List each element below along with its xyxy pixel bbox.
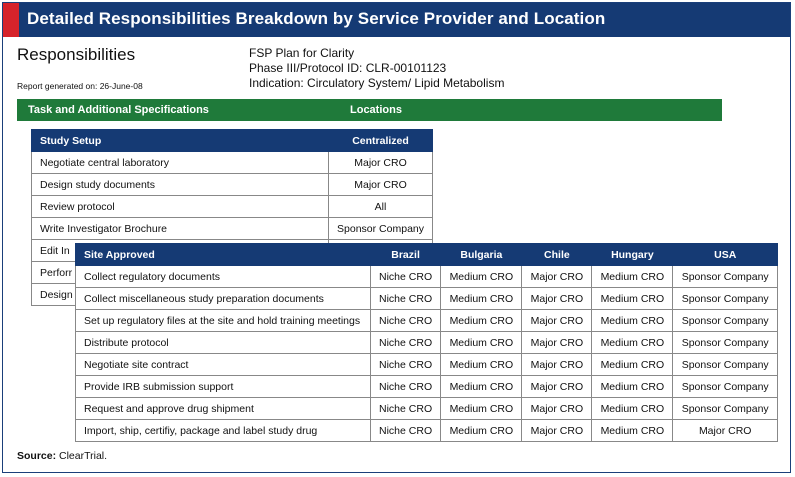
provider-cell: Niche CRO (370, 376, 441, 398)
provider-cell: Major CRO (522, 310, 592, 332)
banner-title: Detailed Responsibilities Breakdown by Service Provider and Location (27, 9, 606, 28)
location-header: USA (673, 244, 778, 266)
provider-cell: Sponsor Company (673, 376, 778, 398)
table-row (76, 310, 778, 332)
provider-cell: Medium CRO (441, 420, 522, 442)
provider-cell: Major CRO (673, 420, 778, 442)
task-cell: Collect miscellaneous study preparation documents (76, 288, 371, 310)
site-approved-header: Site Approved (76, 244, 371, 266)
table-row (32, 152, 433, 174)
protocol-id: Phase III/Protocol ID: CLR-00101123 (249, 61, 447, 75)
source-label: Source: (17, 450, 57, 462)
location-header: Chile (522, 244, 592, 266)
indication: Indication: Circulatory System/ Lipid Metabolism (249, 76, 505, 90)
provider-cell: Niche CRO (370, 332, 441, 354)
task-cell: Review protocol (32, 196, 329, 218)
provider-cell: Medium CRO (592, 420, 673, 442)
table-row (76, 376, 778, 398)
task-cell: Design (32, 284, 329, 306)
responsibilities-title: Responsibilities (17, 45, 136, 64)
provider-cell: Medium CRO (592, 398, 673, 420)
provider-cell: Medium CRO (441, 288, 522, 310)
task-cell: Import, ship, certifiy, package and label study drug (76, 420, 371, 442)
provider-cell: Sponsor Company (673, 288, 778, 310)
task-cell: Negotiate site contract (76, 354, 371, 376)
task-cell: Set up regulatory files at the site and hold training meetings (76, 310, 371, 332)
site-approved-table (75, 243, 778, 442)
provider-cell: Major CRO (522, 376, 592, 398)
provider-cell: Medium CRO (592, 288, 673, 310)
task-cell: Perforr (32, 262, 329, 284)
table-row (76, 266, 778, 288)
provider-cell: Sponsor Company (673, 332, 778, 354)
source-text: ClearTrial. (59, 450, 108, 462)
provider-cell: Medium CRO (441, 354, 522, 376)
provider-cell: Major CRO (522, 288, 592, 310)
provider-cell: Major CRO (522, 332, 592, 354)
study-setup-header: Study Setup (32, 130, 329, 152)
task-cell: Distribute protocol (76, 332, 371, 354)
table-row (76, 398, 778, 420)
figure-frame (2, 2, 791, 473)
table-row (76, 332, 778, 354)
task-cell: Write Investigator Brochure (32, 218, 329, 240)
provider-cell: Sponsor Company (329, 218, 433, 240)
provider-cell: Medium CRO (592, 310, 673, 332)
provider-cell: Medium CRO (592, 376, 673, 398)
provider-cell: Niche CRO (370, 288, 441, 310)
provider-cell: Medium CRO (441, 332, 522, 354)
banner-accent (3, 3, 19, 37)
provider-cell: Major CRO (522, 420, 592, 442)
provider-cell: Sponsor Company (673, 310, 778, 332)
location-header: Brazil (370, 244, 441, 266)
provider-cell: Medium CRO (592, 266, 673, 288)
task-cell: Edit In (32, 240, 329, 262)
table-row (32, 218, 433, 240)
provider-cell: Sponsor Company (673, 266, 778, 288)
provider-cell: All (329, 196, 433, 218)
title-banner (3, 3, 790, 37)
table-row (76, 288, 778, 310)
site-approved-header-row (76, 244, 778, 266)
provider-cell: Niche CRO (370, 398, 441, 420)
table-row (32, 174, 433, 196)
task-cell: Provide IRB submission support (76, 376, 371, 398)
provider-cell: Major CRO (329, 174, 433, 196)
centralized-header: Centralized (329, 130, 433, 152)
provider-cell: Major CRO (522, 398, 592, 420)
provider-cell: Sponsor Company (673, 398, 778, 420)
table-row (76, 420, 778, 442)
location-header: Bulgaria (441, 244, 522, 266)
provider-cell: Major CRO (522, 354, 592, 376)
table-row (76, 354, 778, 376)
plan-name: FSP Plan for Clarity (249, 46, 355, 60)
locations-column-label: Locations (350, 104, 402, 116)
provider-cell: Medium CRO (441, 376, 522, 398)
provider-cell: Medium CRO (441, 310, 522, 332)
provider-cell: Medium CRO (592, 354, 673, 376)
task-cell: Design study documents (32, 174, 329, 196)
task-column-label: Task and Additional Specifications (28, 104, 209, 116)
provider-cell: Sponsor Company (673, 354, 778, 376)
task-cell: Negotiate central laboratory (32, 152, 329, 174)
provider-cell: Major CRO (329, 152, 433, 174)
provider-cell: Medium CRO (441, 266, 522, 288)
columns-bar (17, 99, 722, 121)
provider-cell: Niche CRO (370, 354, 441, 376)
report-date: Report generated on: 26-June-08 (17, 81, 143, 91)
provider-cell: Niche CRO (370, 420, 441, 442)
provider-cell: Niche CRO (370, 266, 441, 288)
task-cell: Request and approve drug shipment (76, 398, 371, 420)
provider-cell: Medium CRO (441, 398, 522, 420)
table-row (32, 196, 433, 218)
provider-cell: Niche CRO (370, 310, 441, 332)
location-header: Hungary (592, 244, 673, 266)
source-note (17, 450, 107, 462)
task-cell: Collect regulatory documents (76, 266, 371, 288)
provider-cell: Major CRO (522, 266, 592, 288)
provider-cell: Medium CRO (592, 332, 673, 354)
study-setup-header-row (32, 130, 433, 152)
study-meta (249, 46, 504, 91)
